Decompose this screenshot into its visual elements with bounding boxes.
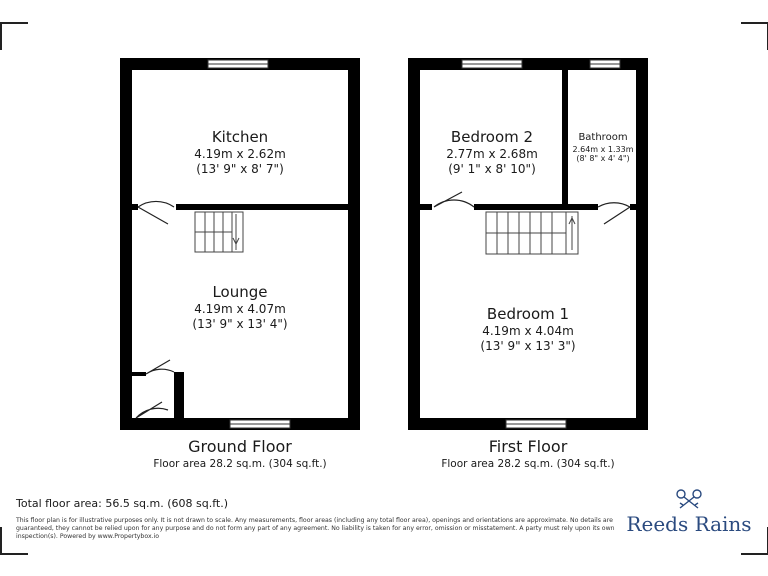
floor-title-ground: Ground Floor	[188, 437, 292, 456]
first-floor-plan	[408, 58, 648, 430]
room-imperial: (13' 9" x 8' 7")	[196, 161, 284, 176]
room-label-bathroom	[570, 132, 636, 164]
ground-floor-plan	[120, 58, 360, 430]
room-name: Kitchen	[211, 128, 269, 146]
total-floor-area: Total floor area: 56.5 sq.m. (608 sq.ft.)	[16, 497, 229, 510]
room-label-kitchen	[170, 128, 310, 177]
room-metric: 2.77m x 2.68m	[446, 146, 538, 161]
brand-name: Reeds Rains	[626, 512, 752, 536]
room-imperial: (13' 9" x 13' 3")	[480, 338, 576, 353]
room-metric: 4.19m x 4.04m	[482, 323, 574, 338]
room-name: Bedroom 2	[450, 128, 534, 146]
room-name: Bathroom	[578, 132, 628, 143]
room-name: Bedroom 1	[486, 305, 570, 323]
bedroom-2-door-swing	[434, 192, 474, 207]
room-metric: 4.19m x 2.62m	[194, 146, 286, 161]
cupboard-door-swing	[146, 360, 174, 374]
ground-wall-partition-stub	[132, 204, 138, 210]
floor-title-first: First Floor	[488, 437, 568, 456]
floor-area-first: Floor area 28.2 sq.m. (304 sq.ft.)	[441, 458, 615, 470]
room-imperial: (13' 9" x 13' 4")	[192, 316, 288, 331]
ground-stairs	[195, 212, 243, 252]
first-wall-partition-mid	[474, 204, 598, 210]
room-metric: 4.19m x 4.07m	[194, 301, 286, 316]
first-wall-right	[636, 58, 648, 430]
ground-wall-cupboard	[174, 372, 184, 418]
room-metric: 2.64m x 1.33m	[572, 144, 634, 154]
kitchen-door-swing	[138, 201, 174, 224]
bathroom-door-swing	[598, 203, 630, 224]
room-imperial: (8' 8" x 4' 4")	[576, 154, 630, 164]
disclaimer-text: This floor plan is for illustrative purposes only. It is not drawn to scale. Any measurements, floor areas (including any total floor area), openings and orientations are approximate. No details are guaranteed, they cannot be relied upon for any purpose and do not form any part of any agreement. No liability is taken for any error, omission or misstatement. A party must rely upon its own inspection(s). Powered by www.Propertybox.io	[16, 517, 615, 541]
first-wall-left	[408, 58, 420, 430]
crossed-keys-icon	[672, 488, 706, 510]
room-label-bedroom-1	[458, 305, 598, 354]
ground-wall-partition	[176, 204, 348, 210]
ground-wall-cupboard-top	[132, 372, 146, 376]
ground-wall-left	[120, 58, 132, 430]
first-wall-partition-left	[420, 204, 432, 210]
front-door-swing	[136, 402, 168, 418]
first-wall-partition-right	[630, 204, 636, 210]
brand-logo	[626, 488, 752, 536]
room-label-lounge	[170, 283, 310, 332]
first-wall-bathroom	[562, 70, 568, 204]
ground-wall-right	[348, 58, 360, 430]
room-label-bedroom-2	[428, 128, 556, 177]
room-imperial: (9' 1" x 8' 10")	[448, 161, 536, 176]
first-stairs	[486, 212, 578, 254]
room-name: Lounge	[212, 283, 268, 301]
floor-area-ground: Floor area 28.2 sq.m. (304 sq.ft.)	[153, 458, 327, 470]
